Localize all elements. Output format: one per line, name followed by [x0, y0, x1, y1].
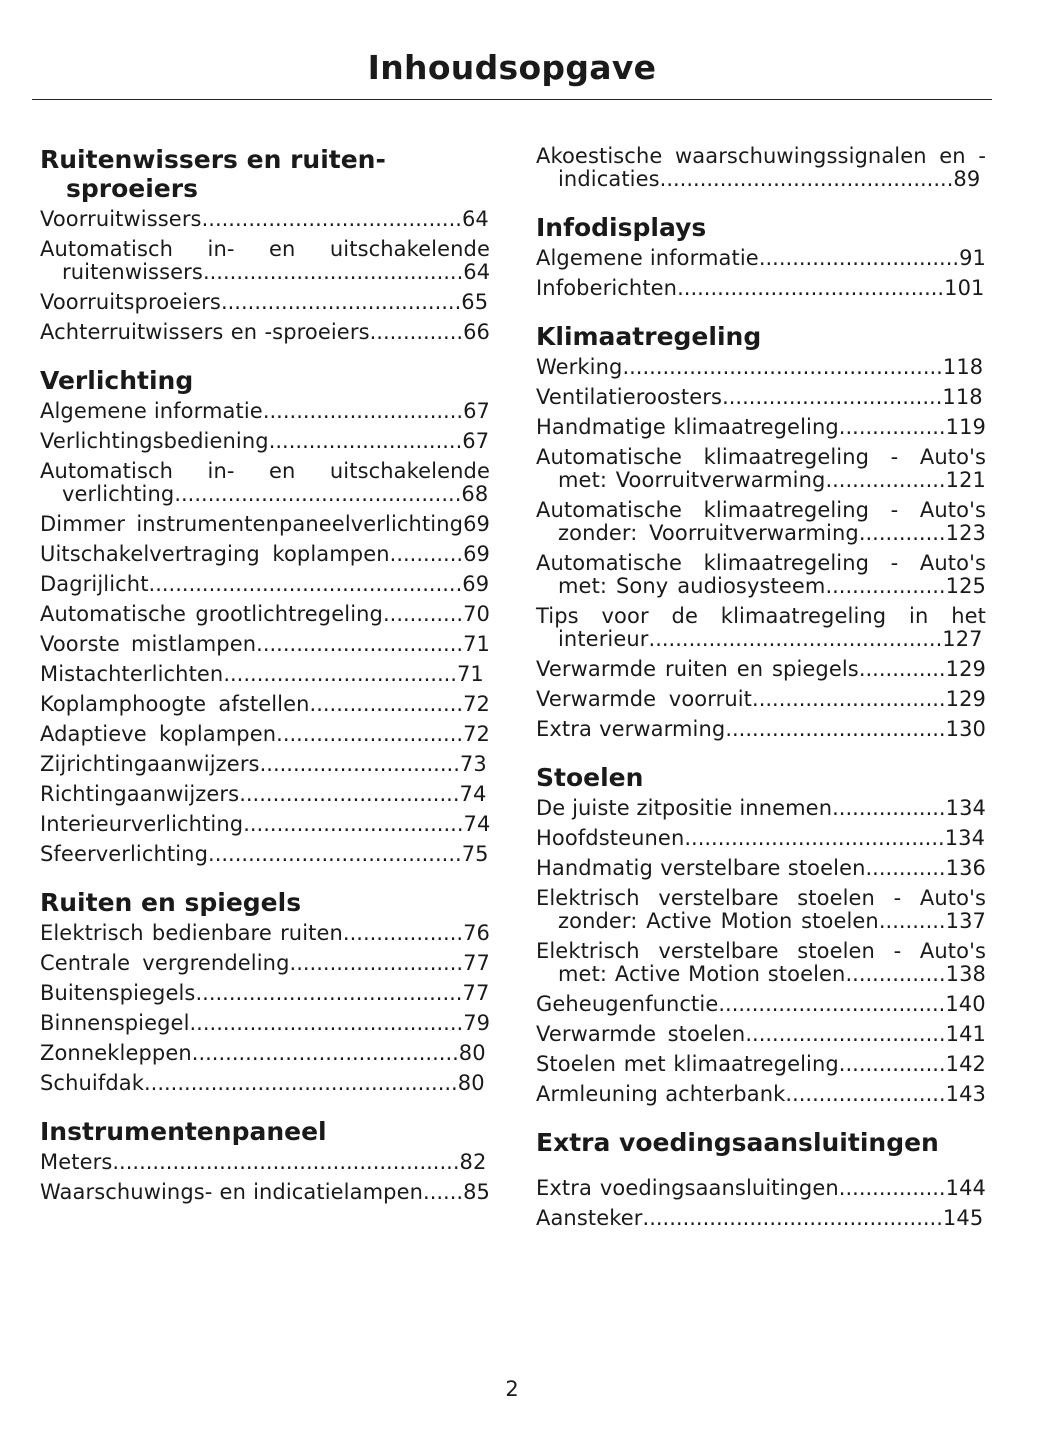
toc-entry[interactable]	[40, 208, 490, 231]
entry-page: 69	[463, 512, 490, 536]
toc-entry[interactable]	[536, 356, 986, 379]
entry-page: 64	[463, 260, 491, 284]
dot-leader: ............................................	[648, 627, 943, 651]
entry-page: 80	[458, 1041, 486, 1065]
toc-entry[interactable]	[40, 813, 490, 836]
entry-page: 101	[944, 276, 985, 300]
entry-title: Dimmer instrumentenpaneelverlichting	[40, 512, 464, 536]
entry-page: 74	[459, 782, 487, 806]
toc-entry[interactable]	[536, 887, 986, 933]
toc-entry[interactable]	[536, 605, 986, 651]
entry-page: 118	[942, 355, 984, 379]
entry-page: 71	[456, 662, 484, 686]
toc-entry[interactable]	[536, 993, 986, 1016]
entry-page: 66	[463, 320, 490, 344]
section-title: Extra voedingsaansluitingen	[536, 1128, 939, 1157]
entry-title: Dagrijlicht	[40, 572, 149, 596]
entry-title: Extra voedingsaansluitingen	[536, 1176, 839, 1200]
toc-entry[interactable]	[40, 400, 490, 423]
entry-title: Voorruitwissers	[40, 207, 202, 231]
dot-leader: ..................	[825, 468, 946, 492]
toc-entry[interactable]	[536, 658, 986, 681]
dot-leader: .......................................	[202, 260, 464, 284]
entry-title: Geheugenfunctie	[536, 992, 719, 1016]
toc-entry[interactable]	[536, 416, 986, 439]
entry-page: 145	[942, 1206, 984, 1230]
entry-title: Verlichtingsbediening	[40, 429, 269, 453]
section-title: Stoelen	[536, 763, 644, 792]
entry-page: 67	[462, 429, 490, 453]
entry-title: Stoelen met klimaatregeling	[536, 1052, 839, 1076]
entry-title: Zonnekleppen	[40, 1041, 192, 1065]
entry-page: 125	[945, 574, 986, 598]
toc-section	[40, 1117, 490, 1204]
entry-page: 85	[463, 1180, 490, 1204]
entry-title: Automatische klimaatregeling - Auto's met: Voorruitverwarming	[536, 445, 986, 492]
toc-entry[interactable]	[40, 753, 490, 776]
toc-entry[interactable]	[536, 145, 986, 191]
toc-entry[interactable]	[40, 321, 490, 344]
entry-title: Hoofdsteunen	[536, 826, 685, 850]
entry-page: 71	[463, 632, 490, 656]
dot-leader: .......................................	[201, 207, 462, 231]
dot-leader: ..................................	[718, 992, 946, 1016]
toc-entry[interactable]	[536, 688, 986, 711]
toc-entry[interactable]	[536, 499, 986, 545]
toc-entry[interactable]	[40, 291, 490, 314]
section-title: Verlichting	[40, 366, 194, 395]
toc-entry[interactable]	[40, 430, 490, 453]
dot-leader: .................................	[243, 812, 464, 836]
entry-title: Extra verwarming	[536, 717, 726, 741]
toc-entry[interactable]	[536, 857, 986, 880]
entry-title: Elektrisch verstelbare stoelen - Auto's met: Active Motion stoelen	[536, 939, 986, 986]
dot-leader: .................................	[239, 782, 460, 806]
entry-page: 67	[463, 399, 490, 423]
toc-entry[interactable]	[536, 1083, 986, 1106]
toc-entry[interactable]	[536, 386, 986, 409]
entry-page: 137	[945, 909, 986, 933]
entry-page: 70	[463, 602, 490, 626]
entry-title: Automatische klimaatregeling - Auto's met: Sony audiosysteem	[536, 551, 986, 598]
entry-page: 65	[461, 290, 489, 314]
entry-page: 121	[945, 468, 986, 492]
toc-entry[interactable]	[536, 1023, 986, 1046]
dot-leader: ........................	[785, 1082, 946, 1106]
entry-page: 74	[463, 812, 491, 836]
dot-leader: .............................	[268, 429, 463, 453]
dot-leader: ............................	[276, 722, 464, 746]
dot-leader: ................	[838, 415, 946, 439]
dot-leader: .............................	[752, 687, 946, 711]
entry-title: Voorruitsproeiers	[40, 290, 221, 314]
dot-leader: ............	[382, 602, 464, 626]
entry-title: Elektrisch verstelbare stoelen - Auto's zonder: Active Motion stoelen	[536, 886, 986, 933]
entry-title: Mistachterlichten	[40, 662, 224, 686]
toc-entry[interactable]	[40, 783, 490, 806]
entry-title: Verwarmde stoelen	[536, 1022, 746, 1046]
entry-page: 77	[463, 951, 490, 975]
toc-entry[interactable]	[536, 1053, 986, 1076]
dot-leader: ................	[838, 1176, 946, 1200]
toc-entry[interactable]	[536, 247, 986, 270]
entry-title: Achterruitwissers en -sproeiers	[40, 320, 370, 344]
entry-page: 72	[463, 692, 490, 716]
entry-page: 82	[459, 1150, 487, 1174]
entry-page: 130	[945, 717, 986, 741]
entry-page: 80	[457, 1071, 485, 1095]
section-title: Ruiten en spiegels	[40, 888, 302, 917]
entry-title: Aansteker	[536, 1206, 643, 1230]
dot-leader: .................................	[725, 717, 946, 741]
entry-page: 77	[462, 981, 490, 1005]
toc-entry[interactable]	[40, 1072, 490, 1095]
entry-page: 119	[945, 415, 986, 439]
toc-entry[interactable]	[40, 460, 490, 506]
toc-entry[interactable]	[40, 1151, 490, 1174]
toc-entry[interactable]	[40, 633, 490, 656]
toc-section	[40, 888, 490, 1095]
dot-leader: .............................................	[642, 1206, 943, 1230]
dot-leader: ..............................	[262, 399, 464, 423]
dot-leader: ...........................................	[174, 482, 462, 506]
dot-leader: .......................	[309, 692, 464, 716]
toc-entry[interactable]	[536, 940, 986, 986]
entry-title: De juiste zitpositie innemen	[536, 796, 833, 820]
entry-page: 144	[945, 1176, 986, 1200]
entry-title: Elektrisch bedienbare ruiten	[40, 921, 343, 945]
dot-leader: ....................................................	[112, 1150, 460, 1174]
toc-entry[interactable]	[536, 827, 986, 850]
entry-title: Armleuning achterbank	[536, 1082, 786, 1106]
toc-section	[40, 366, 490, 866]
entry-title: Verwarmde ruiten en spiegels	[536, 657, 859, 681]
dot-leader: .............	[858, 521, 946, 545]
entry-page: 89	[953, 167, 981, 191]
entry-page: 138	[945, 962, 986, 986]
entry-title: Centrale vergrendeling	[40, 951, 290, 975]
entry-page: 134	[944, 826, 986, 850]
dot-leader: ..................	[825, 574, 946, 598]
entry-title: Automatisch in- en uitschakelende ruitenwissers	[40, 237, 490, 284]
entry-page: 79	[463, 1011, 491, 1035]
toc-entry[interactable]	[536, 797, 986, 820]
entry-page: 129	[945, 687, 986, 711]
entry-page: 129	[945, 657, 986, 681]
dot-leader: ............................................	[659, 167, 954, 191]
entry-title: Automatische klimaatregeling - Auto's zonder: Voorruitverwarming	[536, 498, 986, 545]
toc-entry[interactable]	[40, 1012, 490, 1035]
entry-title: Uitschakelvertraging koplampen	[40, 542, 390, 566]
dot-leader: ..........	[878, 909, 946, 933]
entry-title: Algemene informatie	[536, 246, 759, 270]
entry-page: 69	[462, 572, 490, 596]
entry-title: Schuifdak	[40, 1071, 144, 1095]
title-divider	[32, 99, 992, 100]
entry-page: 134	[945, 796, 986, 820]
entry-page: 123	[945, 521, 986, 545]
entry-title: Zijrichtingaanwijzers	[40, 752, 260, 776]
entry-title: Automatisch in- en uitschakelende verlichting	[40, 459, 490, 506]
entry-title: Infoberichten	[536, 276, 678, 300]
entry-page: 69	[463, 542, 490, 566]
toc-left-column	[40, 145, 490, 1226]
toc-entry[interactable]	[40, 952, 490, 975]
toc-section	[40, 145, 490, 344]
entry-page: 118	[942, 385, 983, 409]
entry-title: Akoestische waarschuwingssignalen en -indicaties	[536, 144, 986, 191]
entry-page: 91	[959, 246, 986, 270]
dot-leader: .......................................	[684, 826, 945, 850]
dot-leader: ..................	[342, 921, 464, 945]
toc-entry[interactable]	[536, 277, 986, 300]
dot-leader: ................................................	[622, 355, 943, 379]
toc-entry[interactable]	[40, 1042, 490, 1065]
toc-entry[interactable]	[40, 573, 490, 596]
section-title: Infodisplays	[536, 213, 707, 242]
entry-title: Meters	[40, 1150, 113, 1174]
entry-page: 143	[945, 1082, 986, 1106]
toc-entry[interactable]	[40, 982, 490, 1005]
entry-title: Voorste mistlampen	[40, 632, 257, 656]
toc-entry[interactable]	[40, 543, 490, 566]
entry-page: 72	[463, 722, 490, 746]
dot-leader: .............	[858, 657, 946, 681]
toc-entry[interactable]	[40, 603, 490, 626]
entry-title: Algemene informatie	[40, 399, 263, 423]
dot-leader: .................	[832, 796, 946, 820]
dot-leader: .................................	[722, 385, 943, 409]
entry-title: Binnenspiegel	[40, 1011, 190, 1035]
toc-entry[interactable]	[40, 1181, 490, 1204]
dot-leader: ...........	[389, 542, 464, 566]
toc-entry[interactable]	[536, 446, 986, 492]
toc-section	[536, 322, 986, 741]
entry-page: 64	[461, 207, 489, 231]
entry-title: Ventilatieroosters	[536, 385, 723, 409]
entry-page: 68	[461, 482, 489, 506]
dot-leader: ...............................	[256, 632, 464, 656]
dot-leader: ..............................	[745, 1022, 946, 1046]
toc-entry[interactable]	[40, 238, 490, 284]
toc-entry[interactable]	[40, 513, 490, 536]
entry-title: Adaptieve koplampen	[40, 722, 277, 746]
entry-page: 141	[945, 1022, 986, 1046]
dot-leader: ...............................................	[148, 572, 463, 596]
entry-title: Interieurverlichting	[40, 812, 244, 836]
dot-leader: ...............	[845, 962, 946, 986]
section-title: Ruitenwissers en ruitensproeiers	[40, 145, 386, 203]
entry-title: Richtingaanwijzers	[40, 782, 240, 806]
dot-leader: ................	[838, 1052, 946, 1076]
dot-leader: ........................................	[195, 981, 463, 1005]
dot-leader: ..............................	[758, 246, 960, 270]
toc-section	[536, 1128, 986, 1230]
toc-entry[interactable]	[40, 723, 490, 746]
dot-leader: ..............	[369, 320, 464, 344]
entry-page: 142	[945, 1052, 986, 1076]
toc-entry[interactable]	[40, 663, 490, 686]
entry-page: 76	[463, 921, 490, 945]
dot-leader: ........................................	[191, 1041, 459, 1065]
toc-right-column	[536, 145, 986, 1252]
toc-entry[interactable]	[536, 1177, 986, 1200]
entry-title: Werking	[536, 355, 623, 379]
entry-page: 73	[459, 752, 487, 776]
dot-leader: ..........................	[289, 951, 464, 975]
entry-page: 140	[945, 992, 986, 1016]
entry-title: Waarschuwings- en indicatielampen	[40, 1180, 424, 1204]
dot-leader: ....................................	[220, 290, 462, 314]
dot-leader: ...............................................	[143, 1071, 458, 1095]
dot-leader: ......	[423, 1180, 464, 1204]
entry-page: 136	[945, 856, 986, 880]
dot-leader: ........................................	[677, 276, 945, 300]
dot-leader: ..............................	[259, 752, 460, 776]
toc-entry[interactable]	[536, 718, 986, 741]
toc-section	[536, 213, 986, 300]
toc-section	[536, 763, 986, 1106]
page-title: Inhoudsopgave	[367, 48, 657, 87]
dot-leader: .........................................	[189, 1011, 464, 1035]
entry-title: Handmatig verstelbare stoelen	[536, 856, 866, 880]
entry-title: Buitenspiegels	[40, 981, 196, 1005]
entry-title: Koplamphoogte afstellen	[40, 692, 310, 716]
entry-title: Handmatige klimaatregeling	[536, 415, 839, 439]
section-title: Instrumentenpaneel	[40, 1117, 327, 1146]
entry-title: Automatische grootlichtregeling	[40, 602, 383, 626]
dot-leader: ............	[865, 856, 946, 880]
entry-title: Tips voor de klimaatregeling in het interieur	[536, 604, 986, 651]
entry-page: 127	[942, 627, 983, 651]
entry-title: Verwarmde voorruit	[536, 687, 753, 711]
toc-entry[interactable]	[40, 843, 490, 866]
page-number: 2	[505, 1377, 519, 1401]
toc-entry[interactable]	[536, 552, 986, 598]
dot-leader: ......................................	[208, 842, 462, 866]
toc-entry[interactable]	[40, 693, 490, 716]
toc-entry[interactable]	[40, 922, 490, 945]
entry-title: Sfeerverlichting	[40, 842, 209, 866]
entry-page: 75	[461, 842, 489, 866]
toc-entry[interactable]	[536, 1207, 986, 1230]
section-title: Klimaatregeling	[536, 322, 762, 351]
toc-section	[536, 145, 986, 191]
dot-leader: ...................................	[223, 662, 457, 686]
